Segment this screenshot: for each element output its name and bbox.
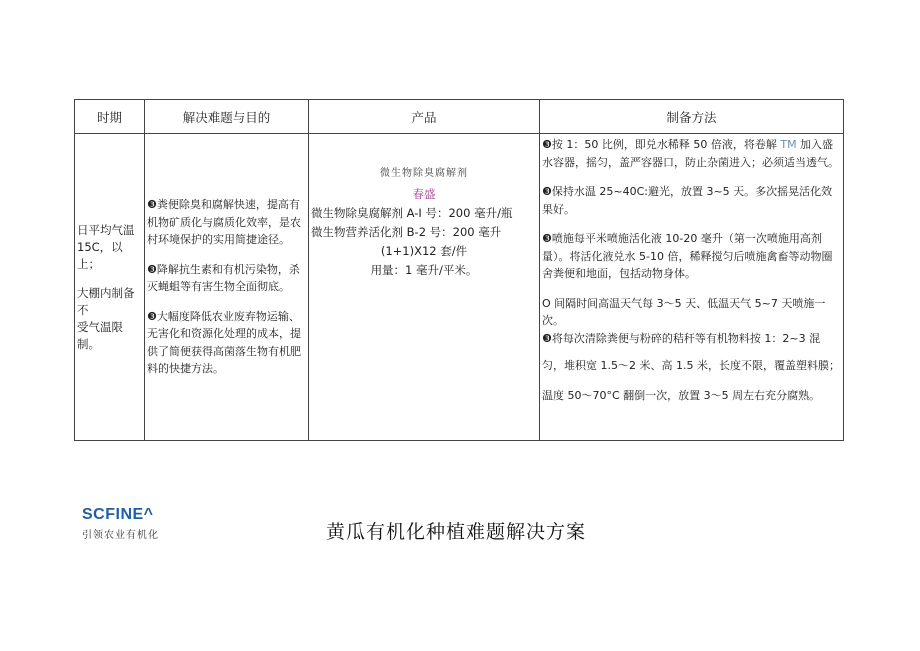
period-line: 日平均气温 bbox=[77, 222, 135, 237]
product-line: 微生物除臭腐解剂 A-I 号：200 毫升/瓶 bbox=[311, 206, 513, 220]
table-row bbox=[75, 134, 844, 441]
header-product: 产品 bbox=[309, 100, 540, 134]
product-line: 微生物营养活化剂 B-2 号：200 毫升 bbox=[311, 225, 502, 239]
product-line: (1+1)X12 套/件 bbox=[380, 244, 468, 258]
product-cell bbox=[309, 134, 540, 441]
logo-tagline: 引领农业有机化 bbox=[82, 530, 159, 541]
header-problem: 解决难题与目的 bbox=[145, 100, 309, 134]
trademark-mark: TM bbox=[780, 138, 797, 151]
product-brand: 春盛 bbox=[412, 187, 436, 201]
table-header-row bbox=[75, 100, 844, 134]
logo-wordmark: SCFINE^ bbox=[82, 506, 154, 523]
method-step: ❸保持水温 25~40C:避光，放置 3~5 天。多次摇晃活化效果好。 bbox=[542, 185, 833, 216]
period-line: 受气温限制。 bbox=[77, 319, 123, 351]
method-step bbox=[542, 136, 841, 171]
header-method: 制备方法 bbox=[540, 100, 844, 134]
method-step: O 间隔时间高温天气每 3～5 天、低温天气 5~7 天喷施一次。 bbox=[542, 296, 826, 327]
problem-paragraph: ❸粪便除臭和腐解快速，提高有机物矿质化与腐质化效率，是农村环境保护的实用简捷途径。 bbox=[147, 198, 301, 247]
method-step: ❸将每次清除粪便与粉碎的秸秆等有机物料按 1：2~3 混 bbox=[542, 331, 821, 345]
period-cell bbox=[75, 134, 145, 441]
header-period: 时期 bbox=[75, 100, 145, 134]
period-line: 15C，以上； bbox=[77, 239, 123, 271]
problem-cell bbox=[145, 134, 309, 441]
method-cell bbox=[540, 134, 844, 441]
product-caption: 微生物除臭腐解剂 bbox=[380, 168, 468, 179]
method-text: ❸按 1：50 比例，即兑水稀释 50 倍液，将卷解 bbox=[542, 138, 781, 151]
problem-paragraph: ❸降解抗生素和有机污染物，杀灭蝇蛆等有害生物全面彻底。 bbox=[147, 262, 300, 294]
solution-table bbox=[74, 99, 844, 441]
method-step: 匀，堆积宽 1.5～2 米、高 1.5 米，长度不限，覆盖塑料膜； bbox=[542, 359, 840, 372]
product-line: 用量：1 毫升/平米。 bbox=[370, 263, 478, 277]
method-step: ❸喷施每平米喷施活化液 10-20 毫升（第一次喷施用高剂量）。将活化液兑水 5-10 倍，稀释搅匀后喷施禽畜等动物圈舍粪便和地面，包括动物身体。 bbox=[542, 232, 833, 280]
method-step: 温度 50～70°C 翻倒一次，放置 3～5 周左右充分腐熟。 bbox=[542, 388, 821, 402]
period-line: 大棚内制备不 bbox=[77, 285, 135, 317]
problem-paragraph: ❸大幅度降低农业废弃物运输、无害化和资源化处理的成本，提供了简便获得高菌落生物有机肥料的快捷方法。 bbox=[147, 309, 301, 376]
method-text: 加入盛水容器，摇匀，盖严容器口，防止杂菌进入；必须适当透气。 bbox=[542, 138, 839, 169]
page-title: 黄瓜有机化种植难题解决方案 bbox=[326, 521, 587, 543]
company-logo bbox=[82, 506, 159, 541]
